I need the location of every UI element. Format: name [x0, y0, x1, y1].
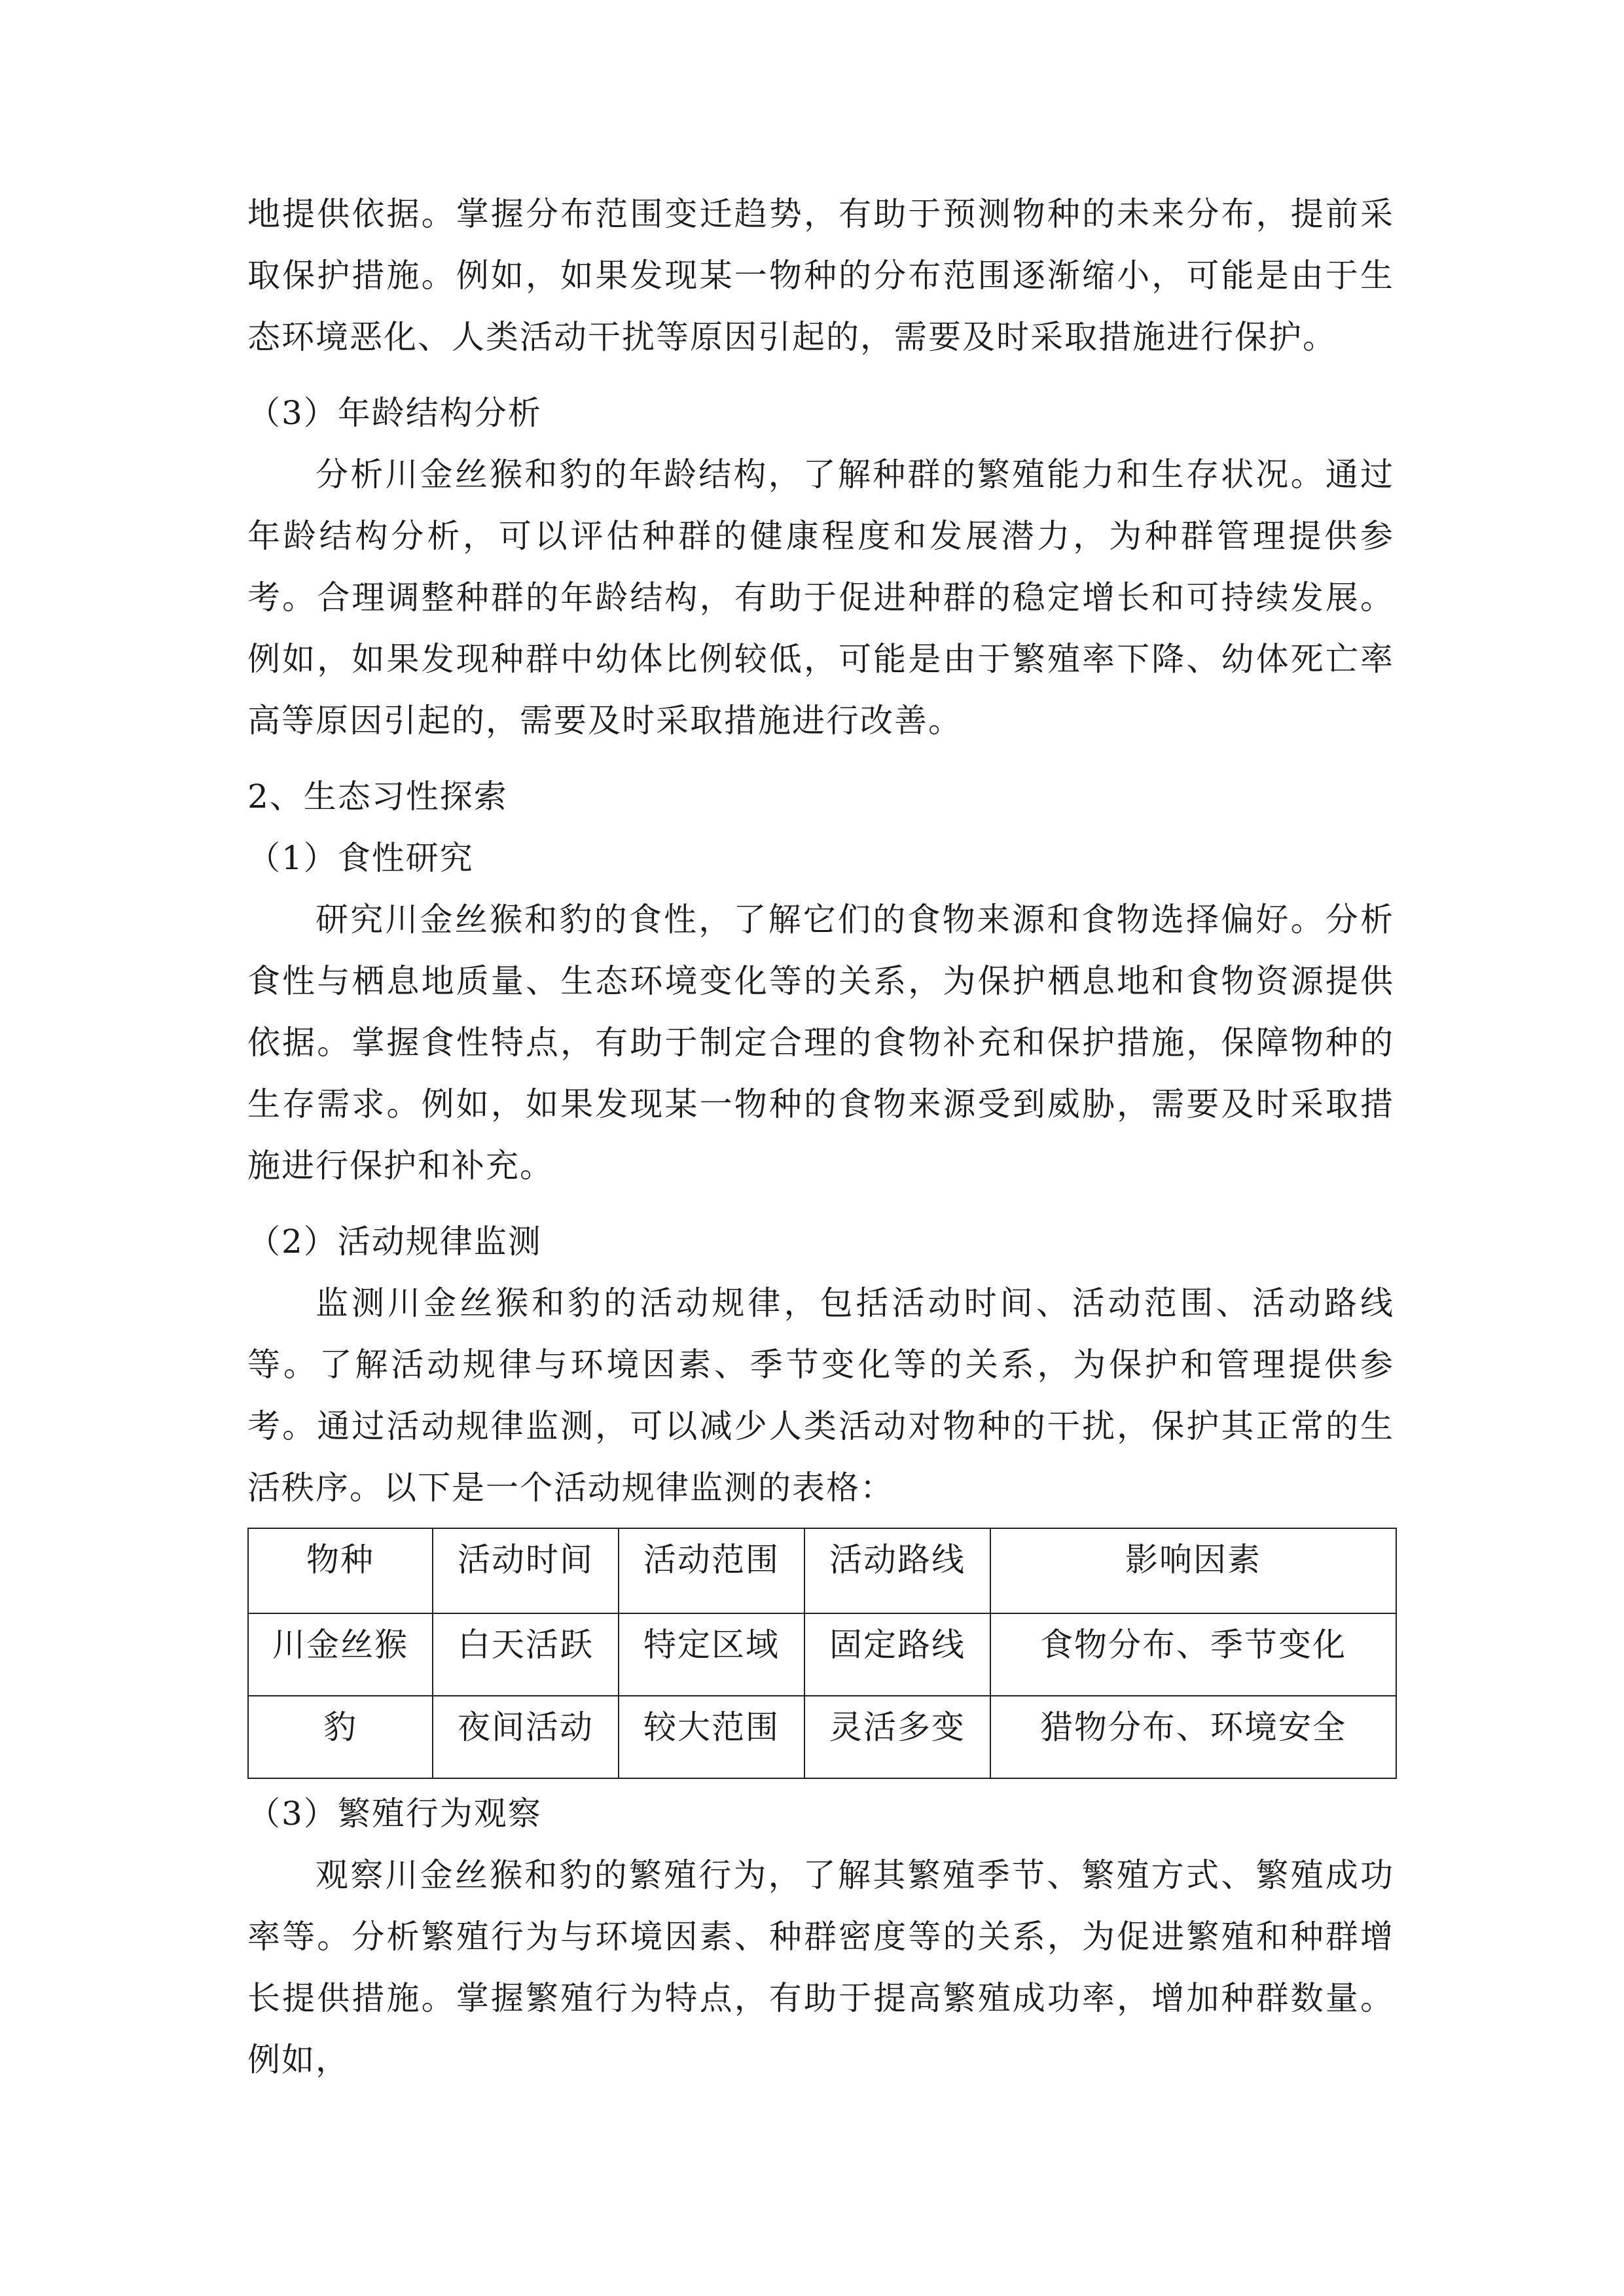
heading-ecology: 2、生态习性探索 — [247, 778, 508, 816]
heading-age-structure: （3）年龄结构分析 — [247, 394, 542, 432]
table-header-cell: 活动时间 — [433, 1528, 619, 1613]
table-header-row — [248, 1528, 1396, 1613]
table-cell: 川金丝猴 — [248, 1613, 433, 1696]
table-cell: 食物分布、季节变化 — [990, 1613, 1396, 1696]
activity-table — [247, 1528, 1397, 1779]
heading-activity: （2）活动规律监测 — [247, 1223, 542, 1261]
table-cell: 固定路线 — [804, 1613, 990, 1696]
table-cell: 猎物分布、环境安全 — [990, 1696, 1396, 1778]
table-cell: 白天活跃 — [433, 1613, 619, 1696]
paragraph-breeding: 观察川金丝猴和豹的繁殖行为，了解其繁殖季节、繁殖方式、繁殖成功率等。分析繁殖行为与环境因素、种群密度等的关系，为促进繁殖和种群增长提供措施。掌握繁殖行为特点，有助于提高繁殖成功率，增加种群数量。例如， — [247, 1856, 1394, 2079]
table-cell: 特定区域 — [619, 1613, 804, 1696]
heading-diet: （1）食性研究 — [247, 839, 474, 877]
table-header-cell: 活动路线 — [804, 1528, 990, 1613]
document-page — [247, 183, 1394, 2090]
table-cell: 豹 — [248, 1696, 433, 1778]
table-cell: 夜间活动 — [433, 1696, 619, 1778]
table-header-cell: 影响因素 — [990, 1528, 1396, 1613]
table-cell: 较大范围 — [619, 1696, 804, 1778]
table-row — [248, 1696, 1396, 1778]
table-header-cell: 活动范围 — [619, 1528, 804, 1613]
paragraph-activity: 监测川金丝猴和豹的活动规律，包括活动时间、活动范围、活动路线等。了解活动规律与环境因素、季节变化等的关系，为保护和管理提供参考。通过活动规律监测，可以减少人类活动对物种的干扰，保护其正常的生活秩序。以下是一个活动规律监测的表格： — [247, 1284, 1394, 1507]
heading-breeding: （3）繁殖行为观察 — [247, 1795, 542, 1833]
table-row — [248, 1613, 1396, 1696]
table-header-cell: 物种 — [248, 1528, 433, 1613]
paragraph-age-structure: 分析川金丝猴和豹的年龄结构，了解种群的繁殖能力和生存状况。通过年龄结构分析，可以评估种群的健康程度和发展潜力，为种群管理提供参考。合理调整种群的年龄结构，有助于促进种群的稳定增长和可持续发展。例如，如果发现种群中幼体比例较低，可能是由于繁殖率下降、幼体死亡率高等原因引起的，需要及时采取措施进行改善。 — [247, 456, 1394, 740]
table-cell: 灵活多变 — [804, 1696, 990, 1778]
intro-paragraph: 地提供依据。掌握分布范围变迁趋势，有助于预测物种的未来分布，提前采取保护措施。例如，如果发现某一物种的分布范围逐渐缩小，可能是由于生态环境恶化、人类活动干扰等原因引起的，需要及时采取措施进行保护。 — [247, 195, 1394, 356]
paragraph-diet: 研究川金丝猴和豹的食性，了解它们的食物来源和食物选择偏好。分析食性与栖息地质量、生态环境变化等的关系，为保护栖息地和食物资源提供依据。掌握食性特点，有助于制定合理的食物补充和保护措施，保障物种的生存需求。例如，如果发现某一物种的食物来源受到威胁，需要及时采取措施进行保护和补充。 — [247, 901, 1394, 1185]
